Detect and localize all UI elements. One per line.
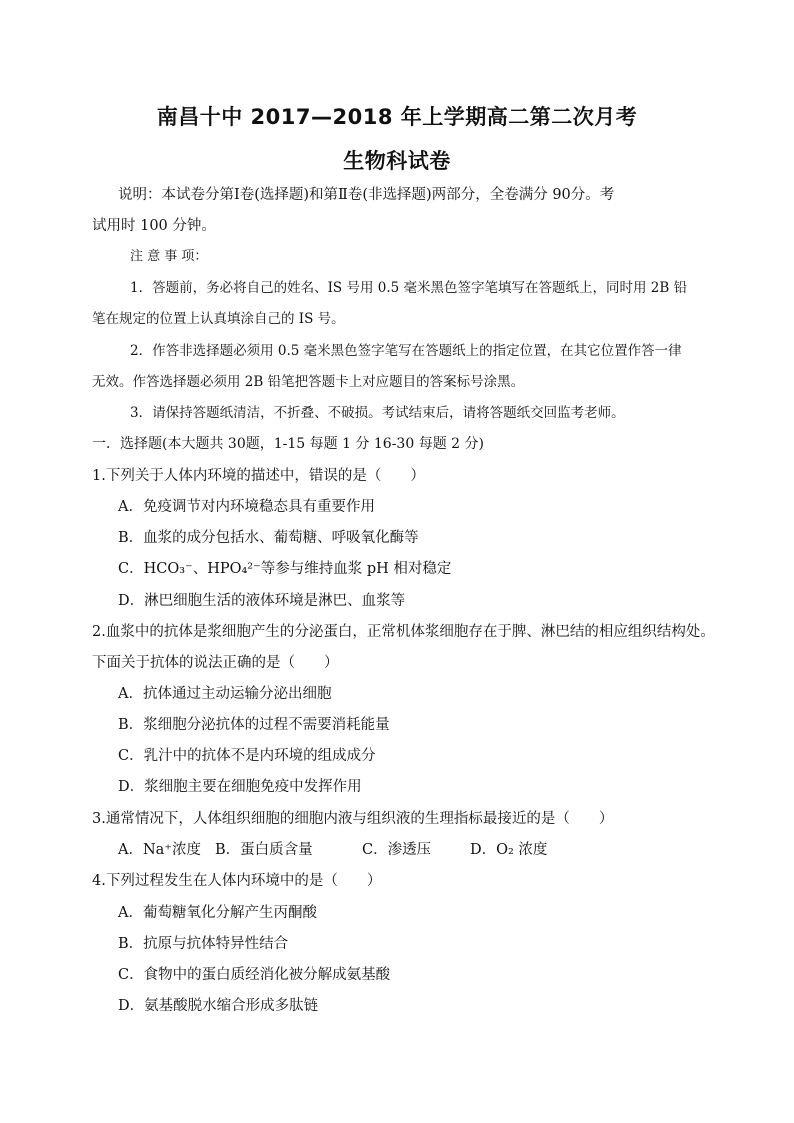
question-3-option-b: B．蛋白质含量 bbox=[215, 842, 313, 858]
question-2-option-c: C．乳汁中的抗体不是内环境的组成成分 bbox=[118, 748, 376, 764]
question-3-stem: 3.通常情况下，人体组织细胞的细胞内液与组织液的生理指标最接近的是（ ） bbox=[92, 811, 614, 827]
question-3-option-d: D．O₂ 浓度 bbox=[470, 842, 548, 858]
question-4-stem: 4.下列过程发生在人体内环境中的是（ ） bbox=[92, 873, 382, 889]
question-2-stem-line2: 下面关于抗体的说法正确的是（ ） bbox=[92, 655, 339, 671]
instructions-note-line2: 试用时 100 分钟。 bbox=[92, 218, 216, 234]
exam-title: 南昌十中 2017—2018 年上学期高二第二次月考 bbox=[156, 105, 638, 129]
notice-item1-line2: 笔在规定的位置上认真填涂自己的 IS 号。 bbox=[92, 311, 345, 327]
question-1-option-a: A．免疫调节对内环境稳态具有重要作用 bbox=[118, 499, 375, 515]
question-4-option-c: C．食物中的蛋白质经消化被分解成氨基酸 bbox=[118, 967, 391, 983]
instructions-note-line1: 说明：本试卷分第Ⅰ卷(选择题)和第Ⅱ卷(非选择题)两部分，全卷满分 90分。考 bbox=[118, 187, 615, 203]
notice-item1-line1: 1．答题前，务必将自己的姓名、IS 号用 0.5 毫米黑色签字笔填写在答题纸上，同时用 2B 铅 bbox=[130, 280, 688, 296]
question-2-stem: 2.血浆中的抗体是浆细胞产生的分泌蛋白，正常机体浆细胞存在于脾、淋巴结的相应组织结构处。 bbox=[92, 624, 715, 640]
question-3-option-c: C．渗透压 bbox=[362, 842, 432, 858]
question-4-option-a: A．葡萄糖氧化分解产生丙酮酸 bbox=[118, 905, 317, 921]
question-1-option-d: D．淋巴细胞生活的液体环境是淋巴、血浆等 bbox=[118, 593, 406, 609]
question-2-option-b: B．浆细胞分泌抗体的过程不需要消耗能量 bbox=[118, 717, 390, 733]
notice-item2-line1: 2．作答非选择题必须用 0.5 毫米黑色签字笔写在答题纸上的指定位置，在其它位置作答一律 bbox=[130, 343, 682, 359]
question-1-stem: 1.下列关于人体内环境的描述中，错误的是（ ） bbox=[92, 468, 425, 484]
notice-item3: 3．请保持答题纸清洁，不折叠、不破损。考试结束后，请将答题纸交回监考老师。 bbox=[130, 405, 625, 421]
question-2-option-d: D．浆细胞主要在细胞免疫中发挥作用 bbox=[118, 779, 362, 795]
notice-item2-line2: 无效。作答选择题必须用 2B 铅笔把答题卡上对应题目的答案标号涂黑。 bbox=[92, 374, 525, 390]
question-1-option-b: B．血浆的成分包括水、葡萄糖、呼吸氧化酶等 bbox=[118, 530, 419, 546]
exam-subject: 生物科试卷 bbox=[343, 149, 451, 173]
question-1-option-c: C．HCO₃⁻、HPO₄²⁻等参与维持血浆 pH 相对稳定 bbox=[118, 561, 452, 577]
question-3-option-a: A．Na⁺浓度 bbox=[118, 842, 201, 858]
notice-label: 注 意 事 项： bbox=[130, 249, 208, 264]
question-2-option-a: A．抗体通过主动运输分泌出细胞 bbox=[118, 686, 332, 702]
question-4-option-d: D．氨基酸脱水缩合形成多肽链 bbox=[118, 998, 319, 1014]
question-4-option-b: B．抗原与抗体特异性结合 bbox=[118, 936, 289, 952]
section-heading: 一．选择题(本大题共 30题，1-15 每题 1 分 16-30 每题 2 分) bbox=[92, 436, 484, 452]
